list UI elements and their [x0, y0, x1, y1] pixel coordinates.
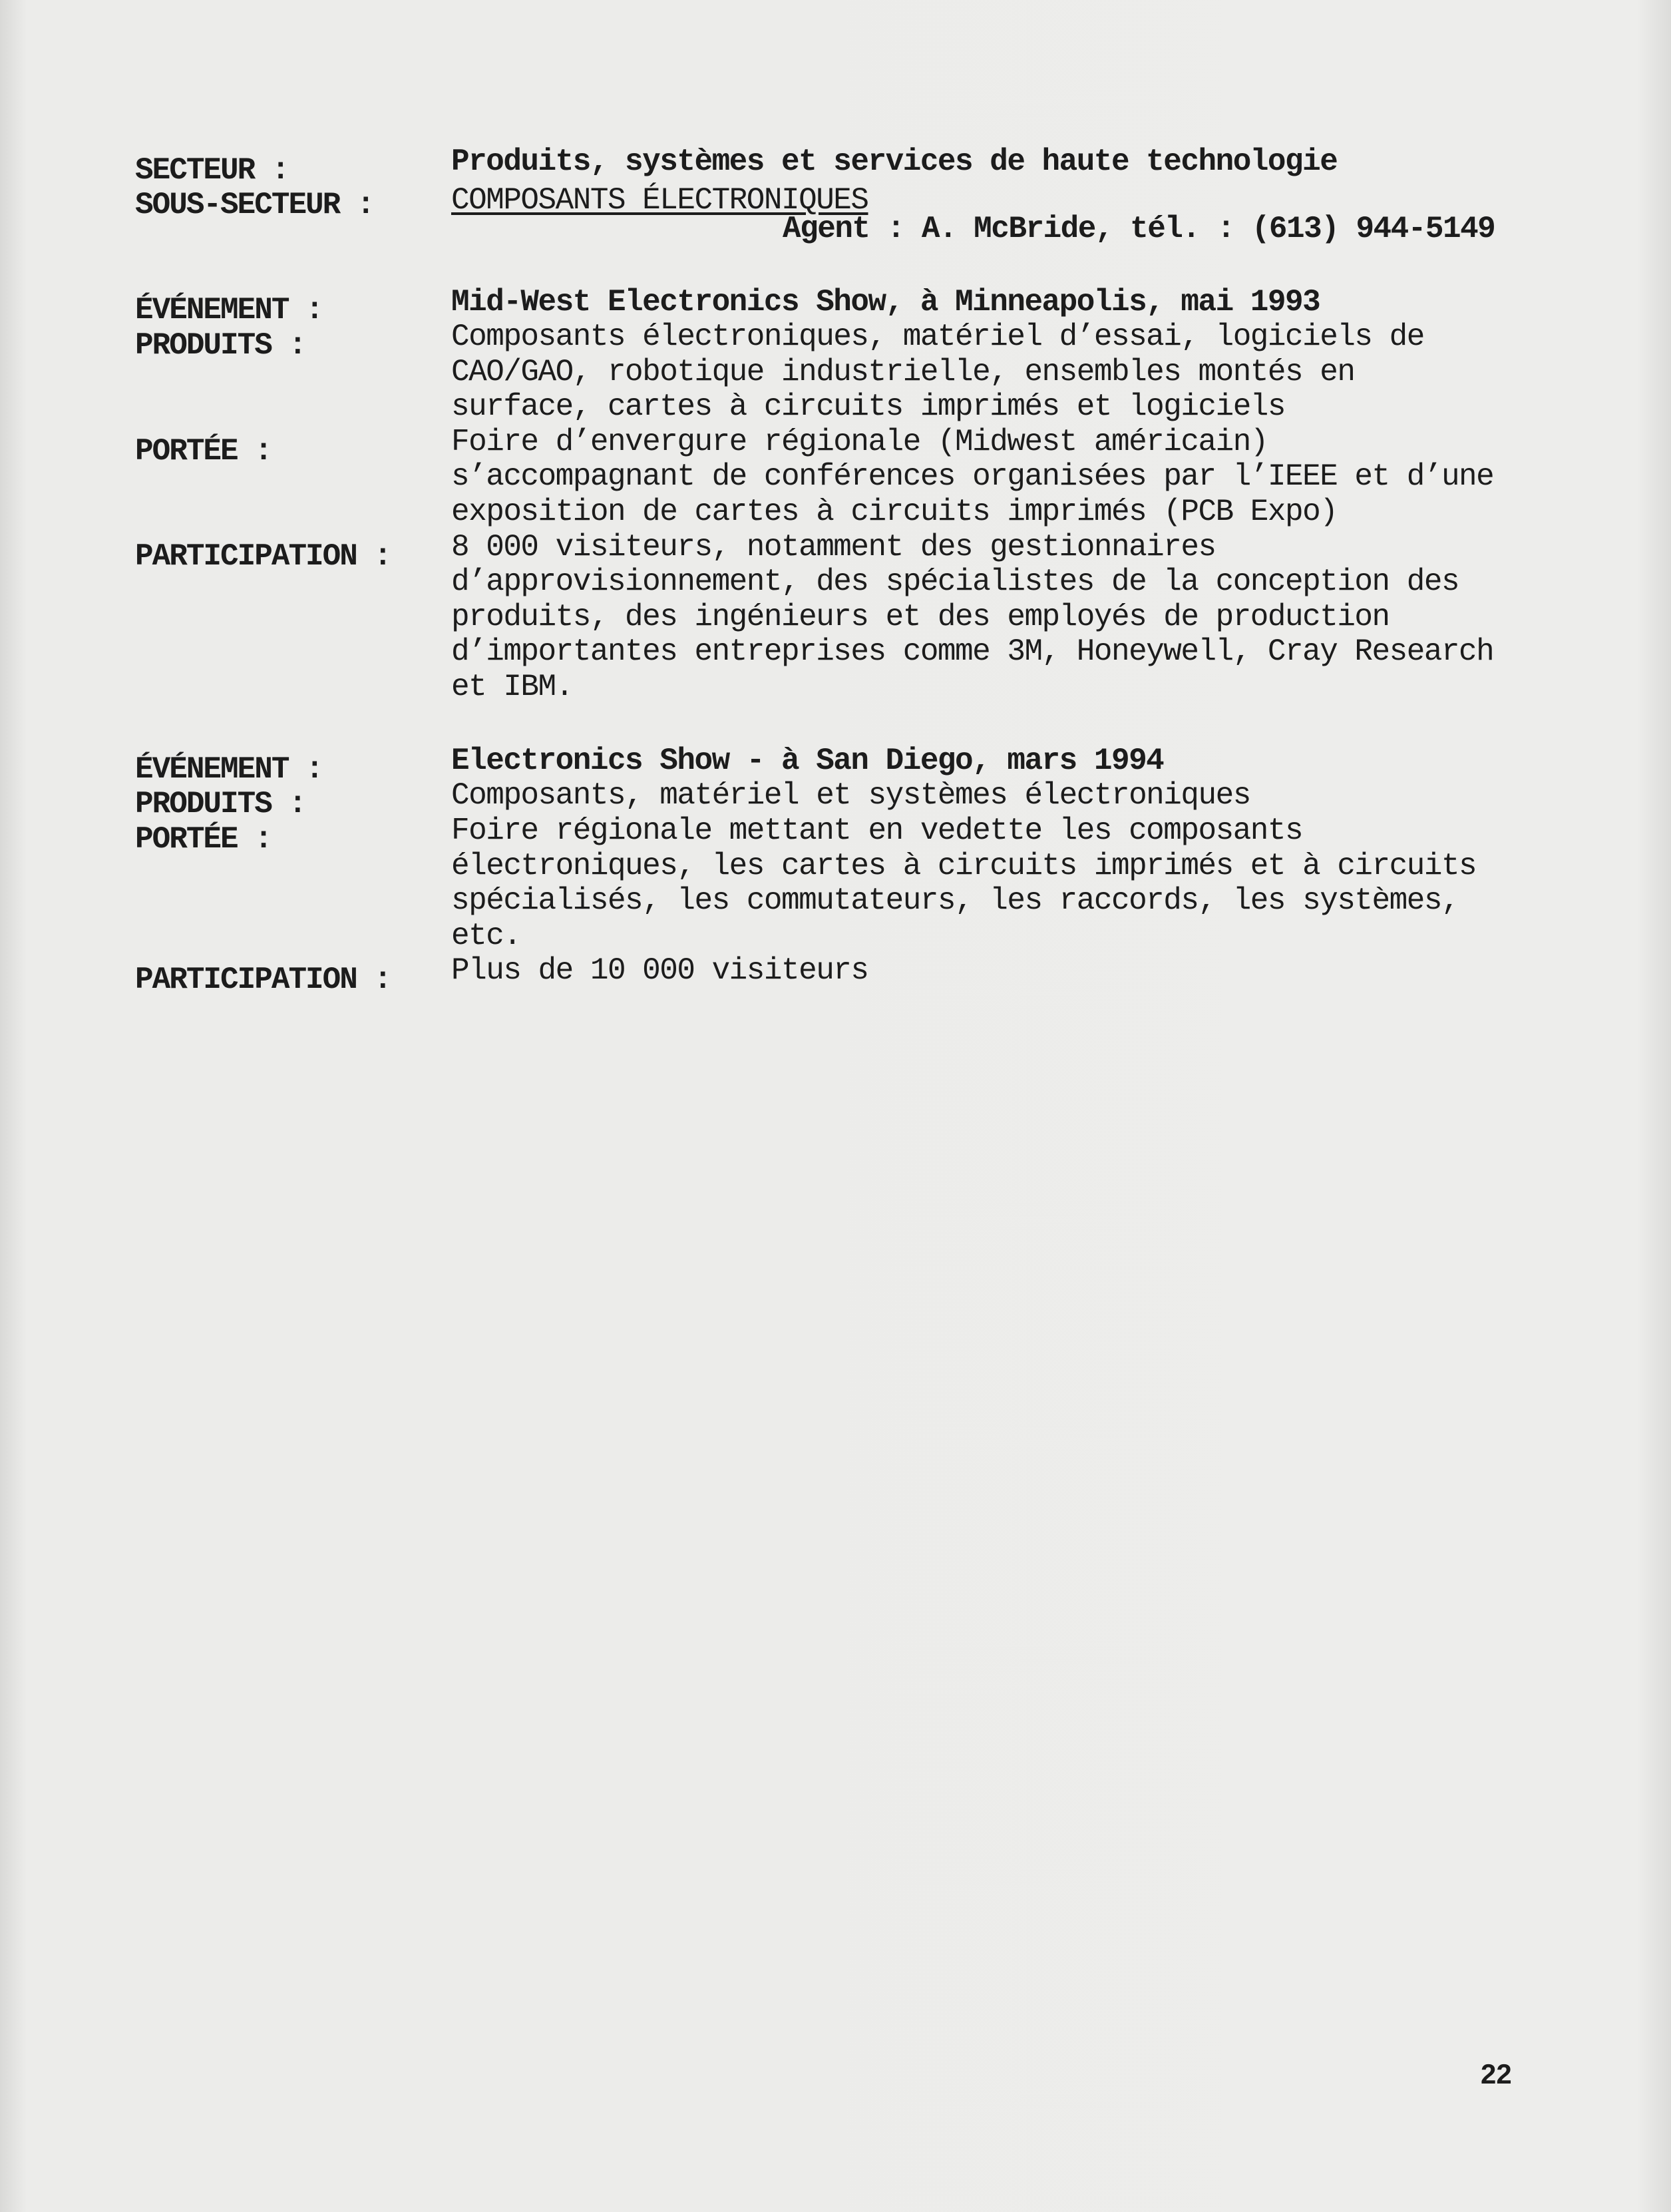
event-1-participation-label: PARTICIPATION : [135, 539, 391, 574]
page-number: 22 [1481, 2058, 1512, 2090]
event-2-portee-line-3: spécialisés, les commutateurs, les raccords, les systèmes, [451, 883, 1459, 918]
event-1-participation-line-5: et IBM. [451, 670, 573, 704]
event-1-portee-line-3: exposition de cartes à circuits imprimés (PCB Expo) [451, 495, 1338, 529]
event-1-participation-line-2: d’approvisionnement, des spécialistes de la conception des [451, 564, 1459, 599]
event-1-portee-line-1: Foire d’envergure régionale (Midwest américain) [451, 425, 1268, 459]
event-2-evenement: Electronics Show - à San Diego, mars 1994 [451, 744, 1164, 778]
agent-contact: Agent : A. McBride, tél. : (613) 944-5149 [783, 212, 1495, 246]
event-1-participation-line-1: 8 000 visiteurs, notamment des gestionnaires [451, 530, 1216, 564]
event-1-portee-label: PORTÉE : [135, 434, 272, 469]
event-2-participation-line-1: Plus de 10 000 visiteurs [451, 953, 868, 988]
event-1-produits-line-1: Composants électroniques, matériel d’essai, logiciels de [451, 320, 1424, 354]
event-1-produits-line-3: surface, cartes à circuits imprimés et logiciels [451, 389, 1286, 424]
sous-secteur-value: COMPOSANTS ÉLECTRONIQUES [451, 183, 868, 218]
event-1-evenement-label: ÉVÉNEMENT : [135, 293, 323, 328]
event-2-produits-label: PRODUITS : [135, 787, 306, 821]
secteur-value: Produits, systèmes et services de haute technologie [451, 144, 1338, 179]
sous-secteur-label: SOUS-SECTEUR : [135, 188, 374, 222]
event-1-produits-line-2: CAO/GAO, robotique industrielle, ensembles montés en [451, 355, 1355, 389]
event-2-portee-line-4: etc. [451, 919, 521, 953]
event-1-produits-label: PRODUITS : [135, 328, 306, 363]
event-2-portee-line-1: Foire régionale mettant en vedette les composants [451, 813, 1303, 848]
event-1-evenement: Mid-West Electronics Show, à Minneapolis, mai 1993 [451, 285, 1320, 320]
event-1-participation-line-3: produits, des ingénieurs et des employés de production [451, 600, 1390, 634]
event-2-participation-label: PARTICIPATION : [135, 963, 391, 997]
secteur-label: SECTEUR : [135, 153, 289, 188]
event-1-portee-line-2: s’accompagnant de conférences organisées par l’IEEE et d’une [451, 459, 1494, 494]
event-2-portee-line-2: électroniques, les cartes à circuits imprimés et à circuits [451, 849, 1477, 883]
event-2-portee-label: PORTÉE : [135, 822, 272, 857]
event-2-evenement-label: ÉVÉNEMENT : [135, 752, 323, 787]
event-2-produits-line-1: Composants, matériel et systèmes électroniques [451, 778, 1250, 813]
event-1-participation-line-4: d’importantes entreprises comme 3M, Honeywell, Cray Research [451, 634, 1494, 669]
